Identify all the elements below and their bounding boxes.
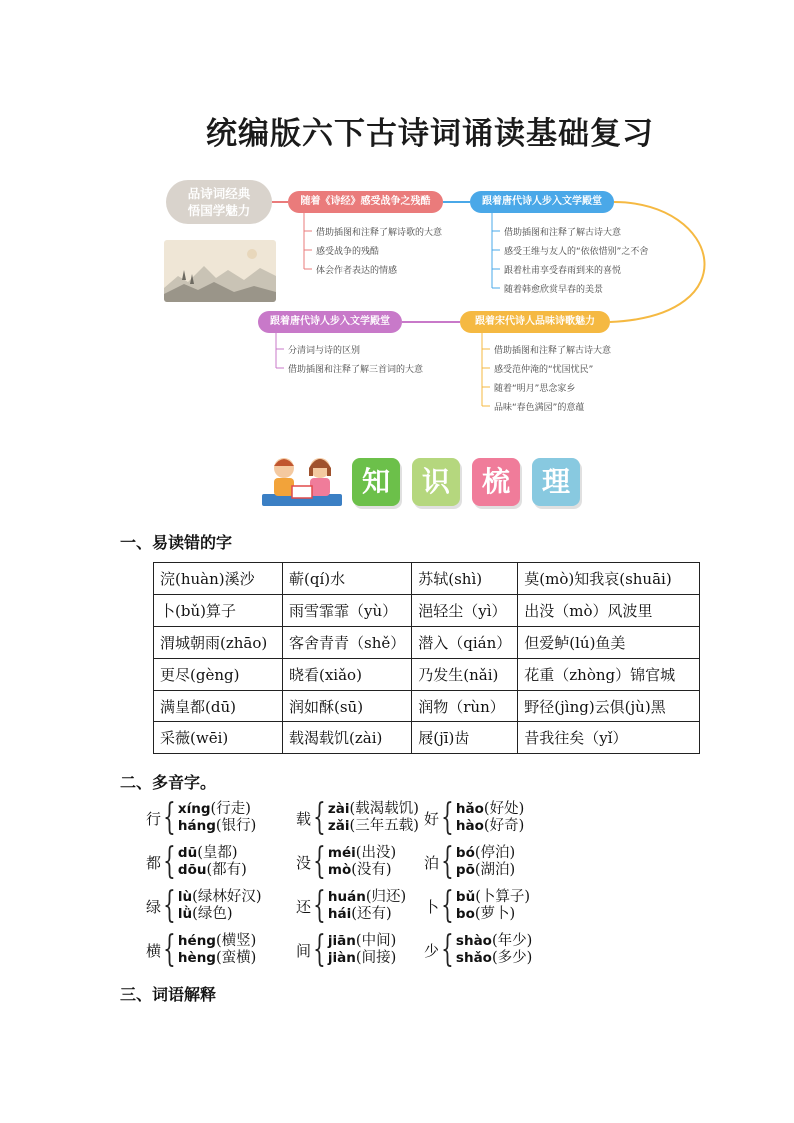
reading-1: xíng(行走) xyxy=(177,801,251,817)
branch-4-item: 借助插图和注释了解古诗大意 xyxy=(494,346,612,356)
polyphone-item xyxy=(296,885,407,926)
table-cell: 蕲(qí)水 xyxy=(283,563,412,595)
reading-2: bo(萝卜) xyxy=(455,906,516,922)
reading-1: dū(皇都) xyxy=(177,845,238,861)
branch-1-item: 感受战争的残酷 xyxy=(316,247,380,257)
polyphone-item xyxy=(424,929,533,970)
reading-2: lǜ(绿色) xyxy=(177,906,233,922)
polyphone-item xyxy=(424,885,531,926)
table-cell: 野径(jìng)云俱(jù)黑 xyxy=(518,690,700,722)
table-cell: 客舍青青（shě） xyxy=(283,626,412,658)
landscape-painting xyxy=(164,240,276,302)
reading-1: huán(归还) xyxy=(327,889,407,905)
reading-2: pō(湖泊) xyxy=(455,862,516,878)
polyphone-item xyxy=(146,797,257,838)
brace-icon: { xyxy=(441,929,454,970)
table-cell: 但爱鲈(lú)鱼美 xyxy=(518,626,700,658)
polyphone-char: 好 xyxy=(424,809,440,828)
table-cell: 屐(jī)齿 xyxy=(412,722,518,754)
tile-shu: 梳 xyxy=(472,458,520,506)
polyphone-char: 没 xyxy=(296,853,312,872)
reading-2: dōu(都有) xyxy=(177,862,247,878)
table-cell: 润物（rùn） xyxy=(412,690,518,722)
page-title: 统编版六下古诗词诵读基础复习 xyxy=(206,116,654,152)
table-cell: 更尽(gèng) xyxy=(154,658,283,690)
table-cell: 花重（zhòng）锦官城 xyxy=(518,658,700,690)
branch-3-item: 借助插图和注释了解三首词的大意 xyxy=(288,365,424,375)
branch-1-item: 体会作者表达的情感 xyxy=(316,266,398,276)
polyphone-char: 泊 xyxy=(424,853,440,872)
brace-icon: { xyxy=(163,885,176,926)
reading-2: jiàn(间接) xyxy=(327,950,397,966)
polyphone-char: 少 xyxy=(424,941,440,960)
section-heading-1: 一、易读错的字 xyxy=(120,533,233,552)
polyphone-item xyxy=(424,841,516,882)
polyphone-item xyxy=(146,841,247,882)
brace-icon: { xyxy=(441,841,454,882)
polyphone-item xyxy=(424,797,525,838)
reading-2: zǎi(三年五载) xyxy=(327,818,419,834)
branch-1-item: 借助插图和注释了解诗歌的大意 xyxy=(316,228,443,238)
polyphone-char: 载 xyxy=(296,809,312,828)
table-row xyxy=(154,563,700,595)
polyphone-readings xyxy=(328,845,396,879)
table-row xyxy=(154,594,700,626)
mind-map xyxy=(160,176,730,416)
table-cell: 潜入（qián） xyxy=(412,626,518,658)
reading-1: shào(年少) xyxy=(455,933,533,949)
polyphone-char: 行 xyxy=(146,809,162,828)
reading-2: hái(还有) xyxy=(327,906,392,922)
branch-2-item: 跟着杜甫享受春雨到来的喜悦 xyxy=(504,266,622,276)
table-cell: 晓看(xiǎo) xyxy=(283,658,412,690)
brace-icon: { xyxy=(313,885,326,926)
brace-icon: { xyxy=(163,929,176,970)
table-cell: 满皇都(dū) xyxy=(154,690,283,722)
table-cell: 卜(bǔ)算子 xyxy=(154,594,283,626)
branch-3-item: 分清词与诗的区别 xyxy=(288,346,361,356)
table-row xyxy=(154,658,700,690)
knowledge-banner xyxy=(258,450,588,512)
reading-2: shǎo(多少) xyxy=(455,950,533,966)
tile-li: 理 xyxy=(532,458,580,506)
table-row xyxy=(154,690,700,722)
reading-1: héng(横竖) xyxy=(177,933,257,949)
reading-1: hǎo(好处) xyxy=(455,801,525,817)
table-cell: 昔我往矣（yǐ） xyxy=(518,722,700,754)
branch-4-item: 随着“明月”思念家乡 xyxy=(494,384,576,394)
polyphone-readings xyxy=(328,933,396,967)
table-cell: 浥轻尘（yì） xyxy=(412,594,518,626)
table-cell: 浣(huàn)溪沙 xyxy=(154,563,283,595)
table-cell: 载渴载饥(zài) xyxy=(283,722,412,754)
polyphone-readings xyxy=(178,889,262,923)
reading-2: mò(没有) xyxy=(327,862,392,878)
reading-kids-illustration xyxy=(258,450,346,510)
polyphone-readings xyxy=(456,845,515,879)
polyphone-readings xyxy=(456,801,524,835)
branch-4-item: 品味“春色满园”的意蕴 xyxy=(494,403,585,413)
reading-1: bǔ(卜算子) xyxy=(455,889,531,905)
polyphone-char: 横 xyxy=(146,941,162,960)
branch-4-item: 感受范仲淹的“忧国忧民” xyxy=(494,365,594,375)
brace-icon: { xyxy=(313,929,326,970)
polyphone-char: 都 xyxy=(146,853,162,872)
brace-icon: { xyxy=(163,797,176,838)
reading-1: méi(出没) xyxy=(327,845,397,861)
polyphone-char: 还 xyxy=(296,897,312,916)
polyphone-readings xyxy=(178,933,256,967)
polyphone-item xyxy=(296,797,419,838)
reading-1: jiān(中间) xyxy=(327,933,397,949)
brace-icon: { xyxy=(441,885,454,926)
brace-icon: { xyxy=(163,841,176,882)
table-cell: 渭城朝雨(zhāo) xyxy=(154,626,283,658)
table-cell: 莫(mò)知我哀(shuāi) xyxy=(518,563,700,595)
misread-words-table xyxy=(153,562,700,754)
reading-2: háng(银行) xyxy=(177,818,257,834)
reading-1: bó(停泊) xyxy=(455,845,516,861)
polyphone-item xyxy=(146,929,257,970)
branch-2-item: 随着韩愈欣赏早春的美景 xyxy=(504,285,604,295)
table-row xyxy=(154,626,700,658)
table-cell: 润如酥(sū) xyxy=(283,690,412,722)
branch-4-label: 跟着宋代诗人品味诗歌魅力 xyxy=(460,311,610,333)
branch-2-label: 跟着唐代诗人步入文学殿堂 xyxy=(470,191,614,213)
reading-2: hào(好奇) xyxy=(455,818,525,834)
section-heading-3: 三、词语解释 xyxy=(120,985,217,1004)
polyphone-char: 绿 xyxy=(146,897,162,916)
polyphone-readings xyxy=(456,889,530,923)
table-cell: 乃发生(nǎi) xyxy=(412,658,518,690)
reading-2: hèng(蛮横) xyxy=(177,950,257,966)
branch-2-item: 借助插图和注释了解古诗大意 xyxy=(504,228,622,238)
table-row xyxy=(154,722,700,754)
mind-map-root: 品诗词经典 悟国学魅力 xyxy=(166,180,272,224)
brace-icon: { xyxy=(313,797,326,838)
section-heading-2: 二、多音字。 xyxy=(120,773,217,792)
branch-3-label: 跟着唐代诗人步入文学殿堂 xyxy=(258,311,402,333)
tile-shi: 识 xyxy=(412,458,460,506)
polyphone-item xyxy=(296,841,397,882)
brace-icon: { xyxy=(313,841,326,882)
reading-1: zài(载渴载饥) xyxy=(327,801,419,817)
polyphone-readings xyxy=(328,801,419,835)
branch-1-label: 随着《诗经》感受战争之残酷 xyxy=(288,191,443,213)
polyphone-readings xyxy=(328,889,406,923)
brace-icon: { xyxy=(441,797,454,838)
table-cell: 雨雪霏霏（yù） xyxy=(283,594,412,626)
polyphone-readings xyxy=(178,801,256,835)
branch-2-item: 感受王维与友人的“依依惜别”之不舍 xyxy=(504,247,649,257)
tile-zhi: 知 xyxy=(352,458,400,506)
table-cell: 采薇(wēi) xyxy=(154,722,283,754)
table-cell: 出没（mò）风波里 xyxy=(518,594,700,626)
polyphone-char: 间 xyxy=(296,941,312,960)
reading-1: lù(绿林好汉) xyxy=(177,889,262,905)
polyphone-readings xyxy=(178,845,247,879)
table-cell: 苏轼(shì) xyxy=(412,563,518,595)
polyphone-readings xyxy=(456,933,532,967)
polyphone-item xyxy=(296,929,397,970)
polyphone-item xyxy=(146,885,262,926)
polyphone-char: 卜 xyxy=(424,897,440,916)
